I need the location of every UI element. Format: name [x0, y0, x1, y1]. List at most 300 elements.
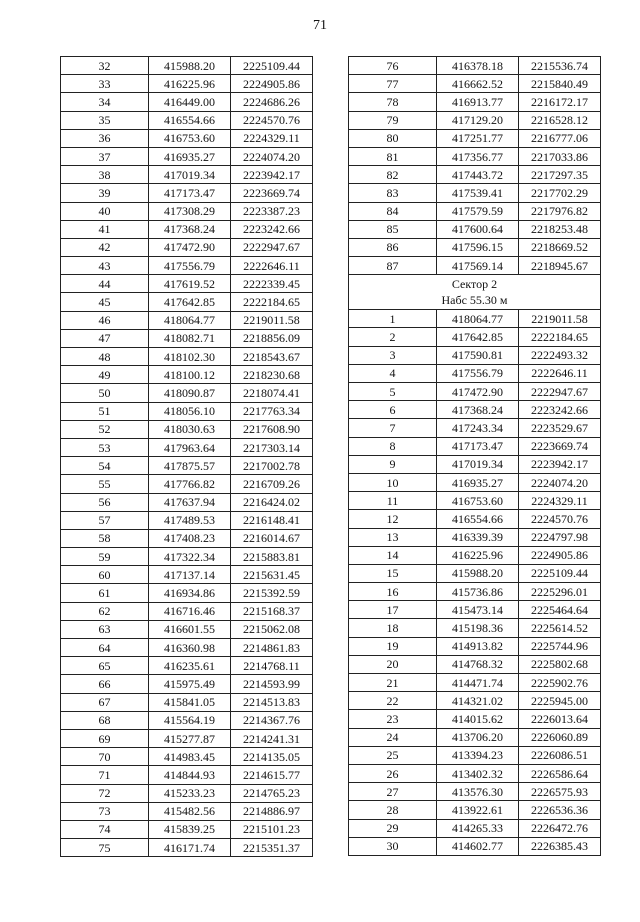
table-row	[349, 238, 601, 256]
table-row	[349, 57, 601, 75]
x-coordinate-cell: 416935.27	[437, 473, 519, 491]
x-coordinate-cell: 416753.60	[149, 129, 231, 147]
x-coordinate-cell: 413402.32	[437, 764, 519, 782]
point-number-cell: 15	[349, 564, 437, 582]
point-number-cell: 46	[61, 311, 149, 329]
point-number-cell: 41	[61, 220, 149, 238]
y-coordinate-cell: 2225296.01	[519, 583, 601, 601]
table-row	[349, 437, 601, 455]
point-number-cell: 10	[349, 473, 437, 491]
x-coordinate-cell: 416913.77	[437, 93, 519, 111]
point-number-cell: 24	[349, 728, 437, 746]
x-coordinate-cell: 417308.29	[149, 202, 231, 220]
point-number-cell: 80	[349, 129, 437, 147]
x-coordinate-cell: 414768.32	[437, 655, 519, 673]
point-number-cell: 70	[61, 748, 149, 766]
point-number-cell: 29	[349, 819, 437, 837]
table-row	[61, 802, 313, 820]
point-number-cell: 37	[61, 147, 149, 165]
point-number-cell: 63	[61, 620, 149, 638]
y-coordinate-cell: 2215101.23	[231, 820, 313, 838]
y-coordinate-cell: 2214593.99	[231, 675, 313, 693]
table-row	[349, 383, 601, 401]
table-row	[61, 366, 313, 384]
x-coordinate-cell: 418082.71	[149, 329, 231, 347]
point-number-cell: 14	[349, 546, 437, 564]
x-coordinate-cell: 417356.77	[437, 147, 519, 165]
y-coordinate-cell: 2214367.76	[231, 711, 313, 729]
table-row	[61, 311, 313, 329]
y-coordinate-cell: 2219011.58	[231, 311, 313, 329]
x-coordinate-cell: 418064.77	[437, 310, 519, 328]
x-coordinate-cell: 414321.02	[437, 692, 519, 710]
point-number-cell: 81	[349, 147, 437, 165]
x-coordinate-cell: 416171.74	[149, 839, 231, 857]
x-coordinate-cell: 417963.64	[149, 438, 231, 456]
table-row	[349, 764, 601, 782]
table-row	[61, 529, 313, 547]
x-coordinate-cell: 417642.85	[437, 328, 519, 346]
table-row	[349, 111, 601, 129]
point-number-cell: 72	[61, 784, 149, 802]
x-coordinate-cell: 416554.66	[437, 510, 519, 528]
x-coordinate-cell: 416554.66	[149, 111, 231, 129]
table-row	[349, 184, 601, 202]
y-coordinate-cell: 2223669.74	[231, 184, 313, 202]
x-coordinate-cell: 417472.90	[437, 383, 519, 401]
y-coordinate-cell: 2218230.68	[231, 366, 313, 384]
point-number-cell: 54	[61, 457, 149, 475]
y-coordinate-cell: 2218074.41	[231, 384, 313, 402]
y-coordinate-cell: 2223942.17	[519, 455, 601, 473]
table-row	[61, 475, 313, 493]
table-row	[61, 329, 313, 347]
y-coordinate-cell: 2214135.05	[231, 748, 313, 766]
x-coordinate-cell: 417251.77	[437, 129, 519, 147]
x-coordinate-cell: 416935.27	[149, 147, 231, 165]
table-row	[349, 257, 601, 275]
point-number-cell: 38	[61, 166, 149, 184]
point-number-cell: 75	[61, 839, 149, 857]
y-coordinate-cell: 2222646.11	[231, 257, 313, 275]
table-row	[61, 784, 313, 802]
point-number-cell: 47	[61, 329, 149, 347]
point-number-cell: 19	[349, 637, 437, 655]
point-number-cell: 44	[61, 275, 149, 293]
y-coordinate-cell: 2216528.12	[519, 111, 601, 129]
table-row	[61, 511, 313, 529]
coordinates-table-left	[60, 56, 313, 857]
y-coordinate-cell: 2224329.11	[519, 492, 601, 510]
point-number-cell: 73	[61, 802, 149, 820]
table-row	[61, 184, 313, 202]
y-coordinate-cell: 2216709.26	[231, 475, 313, 493]
point-number-cell: 61	[61, 584, 149, 602]
y-coordinate-cell: 2226575.93	[519, 783, 601, 801]
y-coordinate-cell: 2226013.64	[519, 710, 601, 728]
point-number-cell: 8	[349, 437, 437, 455]
point-number-cell: 65	[61, 657, 149, 675]
point-number-cell: 64	[61, 639, 149, 657]
table-row	[349, 619, 601, 637]
y-coordinate-cell: 2224686.26	[231, 93, 313, 111]
point-number-cell: 20	[349, 655, 437, 673]
table-row	[349, 129, 601, 147]
y-coordinate-cell: 2216172.17	[519, 93, 601, 111]
point-number-cell: 85	[349, 220, 437, 238]
point-number-cell: 53	[61, 438, 149, 456]
point-number-cell: 5	[349, 383, 437, 401]
y-coordinate-cell: 2219011.58	[519, 310, 601, 328]
point-number-cell: 30	[349, 837, 437, 855]
x-coordinate-cell: 416378.18	[437, 57, 519, 75]
y-coordinate-cell: 2217763.34	[231, 402, 313, 420]
x-coordinate-cell: 416225.96	[149, 75, 231, 93]
y-coordinate-cell: 2218856.09	[231, 329, 313, 347]
y-coordinate-cell: 2226060.89	[519, 728, 601, 746]
point-number-cell: 45	[61, 293, 149, 311]
point-number-cell: 50	[61, 384, 149, 402]
y-coordinate-cell: 2215883.81	[231, 548, 313, 566]
y-coordinate-cell: 2224329.11	[231, 129, 313, 147]
table-row	[61, 457, 313, 475]
y-coordinate-cell: 2218253.48	[519, 220, 601, 238]
table-row	[349, 583, 601, 601]
table-row	[349, 728, 601, 746]
table-row	[61, 420, 313, 438]
point-number-cell: 28	[349, 801, 437, 819]
point-number-cell: 18	[349, 619, 437, 637]
x-coordinate-cell: 417019.34	[437, 455, 519, 473]
point-number-cell: 86	[349, 238, 437, 256]
point-number-cell: 79	[349, 111, 437, 129]
x-coordinate-cell: 418064.77	[149, 311, 231, 329]
y-coordinate-cell: 2222947.67	[519, 383, 601, 401]
table-row	[349, 783, 601, 801]
y-coordinate-cell: 2222184.65	[519, 328, 601, 346]
table-row	[349, 93, 601, 111]
x-coordinate-cell: 414983.45	[149, 748, 231, 766]
point-number-cell: 3	[349, 346, 437, 364]
x-coordinate-cell: 413706.20	[437, 728, 519, 746]
x-coordinate-cell: 417408.23	[149, 529, 231, 547]
x-coordinate-cell: 417368.24	[437, 401, 519, 419]
table-row	[349, 202, 601, 220]
y-coordinate-cell: 2214768.11	[231, 657, 313, 675]
x-coordinate-cell: 415277.87	[149, 729, 231, 747]
point-number-cell: 82	[349, 166, 437, 184]
table-row	[61, 602, 313, 620]
y-coordinate-cell: 2222493.32	[519, 346, 601, 364]
table-row	[61, 57, 313, 75]
y-coordinate-cell: 2217303.14	[231, 438, 313, 456]
x-coordinate-cell: 415736.86	[437, 583, 519, 601]
point-number-cell: 13	[349, 528, 437, 546]
table-row	[349, 546, 601, 564]
x-coordinate-cell: 413922.61	[437, 801, 519, 819]
x-coordinate-cell: 416753.60	[437, 492, 519, 510]
y-coordinate-cell: 2216148.41	[231, 511, 313, 529]
table-row	[349, 637, 601, 655]
y-coordinate-cell: 2214886.97	[231, 802, 313, 820]
y-coordinate-cell: 2225614.52	[519, 619, 601, 637]
x-coordinate-cell: 414602.77	[437, 837, 519, 855]
point-number-cell: 87	[349, 257, 437, 275]
x-coordinate-cell: 417019.34	[149, 166, 231, 184]
table-row	[61, 257, 313, 275]
table-row	[349, 746, 601, 764]
table-row	[349, 692, 601, 710]
point-number-cell: 12	[349, 510, 437, 528]
table-row	[61, 748, 313, 766]
point-number-cell: 83	[349, 184, 437, 202]
y-coordinate-cell: 2215840.49	[519, 75, 601, 93]
y-coordinate-cell: 2216014.67	[231, 529, 313, 547]
y-coordinate-cell: 2225802.68	[519, 655, 601, 673]
y-coordinate-cell: 2222184.65	[231, 293, 313, 311]
y-coordinate-cell: 2216777.06	[519, 129, 601, 147]
y-coordinate-cell: 2216424.02	[231, 493, 313, 511]
x-coordinate-cell: 417637.94	[149, 493, 231, 511]
table-row	[61, 839, 313, 857]
y-coordinate-cell: 2217002.78	[231, 457, 313, 475]
sector-header-cell	[349, 275, 601, 310]
point-number-cell: 23	[349, 710, 437, 728]
point-number-cell: 40	[61, 202, 149, 220]
table-row	[61, 402, 313, 420]
x-coordinate-cell: 415988.20	[149, 57, 231, 75]
x-coordinate-cell: 416716.46	[149, 602, 231, 620]
point-number-cell: 9	[349, 455, 437, 473]
x-coordinate-cell: 417368.24	[149, 220, 231, 238]
x-coordinate-cell: 417766.82	[149, 475, 231, 493]
table-row	[61, 348, 313, 366]
x-coordinate-cell: 413576.30	[437, 783, 519, 801]
x-coordinate-cell: 416339.39	[437, 528, 519, 546]
y-coordinate-cell: 2226385.43	[519, 837, 601, 855]
y-coordinate-cell: 2222646.11	[519, 364, 601, 382]
y-coordinate-cell: 2224074.20	[231, 147, 313, 165]
y-coordinate-cell: 2226472.76	[519, 819, 601, 837]
point-number-cell: 2	[349, 328, 437, 346]
x-coordinate-cell: 417243.34	[437, 419, 519, 437]
x-coordinate-cell: 414015.62	[437, 710, 519, 728]
y-coordinate-cell: 2225109.44	[231, 57, 313, 75]
point-number-cell: 33	[61, 75, 149, 93]
point-number-cell: 43	[61, 257, 149, 275]
point-number-cell: 55	[61, 475, 149, 493]
point-number-cell: 17	[349, 601, 437, 619]
point-number-cell: 39	[61, 184, 149, 202]
table-row	[61, 238, 313, 256]
y-coordinate-cell: 2223242.66	[519, 401, 601, 419]
y-coordinate-cell: 2218945.67	[519, 257, 601, 275]
x-coordinate-cell: 415975.49	[149, 675, 231, 693]
x-coordinate-cell: 417489.53	[149, 511, 231, 529]
x-coordinate-cell: 416662.52	[437, 75, 519, 93]
table-row	[61, 384, 313, 402]
y-coordinate-cell: 2223387.23	[231, 202, 313, 220]
y-coordinate-cell: 2224905.86	[231, 75, 313, 93]
table-row	[61, 693, 313, 711]
x-coordinate-cell: 417569.14	[437, 257, 519, 275]
y-coordinate-cell: 2224074.20	[519, 473, 601, 491]
table-row	[349, 310, 601, 328]
table-row	[349, 75, 601, 93]
y-coordinate-cell: 2215062.08	[231, 620, 313, 638]
table-row	[61, 166, 313, 184]
x-coordinate-cell: 415841.05	[149, 693, 231, 711]
table-row	[349, 419, 601, 437]
table-row	[61, 620, 313, 638]
table-row	[349, 655, 601, 673]
table-row	[61, 438, 313, 456]
sector-header-row	[349, 275, 601, 310]
y-coordinate-cell: 2225464.64	[519, 601, 601, 619]
table-row	[61, 111, 313, 129]
x-coordinate-cell: 418102.30	[149, 348, 231, 366]
point-number-cell: 56	[61, 493, 149, 511]
x-coordinate-cell: 415198.36	[437, 619, 519, 637]
y-coordinate-cell: 2222339.45	[231, 275, 313, 293]
x-coordinate-cell: 417875.57	[149, 457, 231, 475]
y-coordinate-cell: 2217702.29	[519, 184, 601, 202]
y-coordinate-cell: 2224570.76	[231, 111, 313, 129]
sector-title: Сектор 2	[451, 277, 498, 292]
y-coordinate-cell: 2215168.37	[231, 602, 313, 620]
table-row	[349, 401, 601, 419]
x-coordinate-cell: 417472.90	[149, 238, 231, 256]
table-row	[61, 584, 313, 602]
table-row	[61, 202, 313, 220]
x-coordinate-cell: 418090.87	[149, 384, 231, 402]
table-row	[349, 473, 601, 491]
table-row	[349, 220, 601, 238]
y-coordinate-cell: 2222947.67	[231, 238, 313, 256]
point-number-cell: 59	[61, 548, 149, 566]
table-row	[349, 455, 601, 473]
y-coordinate-cell: 2215351.37	[231, 839, 313, 857]
y-coordinate-cell: 2214615.77	[231, 766, 313, 784]
table-row	[61, 129, 313, 147]
table-row	[61, 639, 313, 657]
table-row	[349, 364, 601, 382]
y-coordinate-cell: 2215392.59	[231, 584, 313, 602]
point-number-cell: 1	[349, 310, 437, 328]
table-row	[349, 601, 601, 619]
table-row	[61, 220, 313, 238]
table-row	[61, 675, 313, 693]
x-coordinate-cell: 415988.20	[437, 564, 519, 582]
y-coordinate-cell: 2223669.74	[519, 437, 601, 455]
x-coordinate-cell: 414844.93	[149, 766, 231, 784]
table-row	[349, 346, 601, 364]
x-coordinate-cell: 416601.55	[149, 620, 231, 638]
y-coordinate-cell: 2225744.96	[519, 637, 601, 655]
point-number-cell: 49	[61, 366, 149, 384]
point-number-cell: 51	[61, 402, 149, 420]
x-coordinate-cell: 417539.41	[437, 184, 519, 202]
y-coordinate-cell: 2218669.52	[519, 238, 601, 256]
x-coordinate-cell: 417556.79	[437, 364, 519, 382]
table-row	[349, 564, 601, 582]
y-coordinate-cell: 2224797.98	[519, 528, 601, 546]
x-coordinate-cell: 418056.10	[149, 402, 231, 420]
x-coordinate-cell: 414265.33	[437, 819, 519, 837]
y-coordinate-cell: 2214765.23	[231, 784, 313, 802]
x-coordinate-cell: 417600.64	[437, 220, 519, 238]
point-number-cell: 74	[61, 820, 149, 838]
point-number-cell: 71	[61, 766, 149, 784]
x-coordinate-cell: 413394.23	[437, 746, 519, 764]
point-number-cell: 60	[61, 566, 149, 584]
point-number-cell: 36	[61, 129, 149, 147]
point-number-cell: 22	[349, 692, 437, 710]
point-number-cell: 57	[61, 511, 149, 529]
x-coordinate-cell: 416225.96	[437, 546, 519, 564]
table-row	[349, 819, 601, 837]
point-number-cell: 67	[61, 693, 149, 711]
x-coordinate-cell: 415233.23	[149, 784, 231, 802]
point-number-cell: 21	[349, 674, 437, 692]
table-row	[349, 147, 601, 165]
point-number-cell: 35	[61, 111, 149, 129]
table-row	[349, 492, 601, 510]
y-coordinate-cell: 2226536.36	[519, 801, 601, 819]
point-number-cell: 34	[61, 93, 149, 111]
y-coordinate-cell: 2223529.67	[519, 419, 601, 437]
point-number-cell: 4	[349, 364, 437, 382]
x-coordinate-cell: 417129.20	[437, 111, 519, 129]
point-number-cell: 66	[61, 675, 149, 693]
x-coordinate-cell: 417579.59	[437, 202, 519, 220]
y-coordinate-cell: 2223242.66	[231, 220, 313, 238]
y-coordinate-cell: 2225945.00	[519, 692, 601, 710]
x-coordinate-cell: 415473.14	[437, 601, 519, 619]
sector-subtitle: Набс 55.30 м	[441, 293, 508, 308]
table-row	[61, 711, 313, 729]
table-row	[61, 147, 313, 165]
x-coordinate-cell: 418100.12	[149, 366, 231, 384]
x-coordinate-cell: 415564.19	[149, 711, 231, 729]
table-row	[61, 75, 313, 93]
point-number-cell: 58	[61, 529, 149, 547]
x-coordinate-cell: 417590.81	[437, 346, 519, 364]
table-row	[61, 657, 313, 675]
x-coordinate-cell: 416235.61	[149, 657, 231, 675]
page-number: 71	[313, 18, 327, 33]
y-coordinate-cell: 2225109.44	[519, 564, 601, 582]
point-number-cell: 42	[61, 238, 149, 256]
point-number-cell: 16	[349, 583, 437, 601]
point-number-cell: 48	[61, 348, 149, 366]
x-coordinate-cell: 416360.98	[149, 639, 231, 657]
table-row	[61, 293, 313, 311]
y-coordinate-cell: 2215536.74	[519, 57, 601, 75]
y-coordinate-cell: 2217033.86	[519, 147, 601, 165]
coordinates-table-right	[348, 56, 601, 856]
point-number-cell: 6	[349, 401, 437, 419]
y-coordinate-cell: 2217608.90	[231, 420, 313, 438]
table-row	[61, 275, 313, 293]
point-number-cell: 7	[349, 419, 437, 437]
table-row	[349, 510, 601, 528]
point-number-cell: 78	[349, 93, 437, 111]
table-row	[61, 566, 313, 584]
x-coordinate-cell: 415482.56	[149, 802, 231, 820]
point-number-cell: 27	[349, 783, 437, 801]
y-coordinate-cell: 2217297.35	[519, 166, 601, 184]
